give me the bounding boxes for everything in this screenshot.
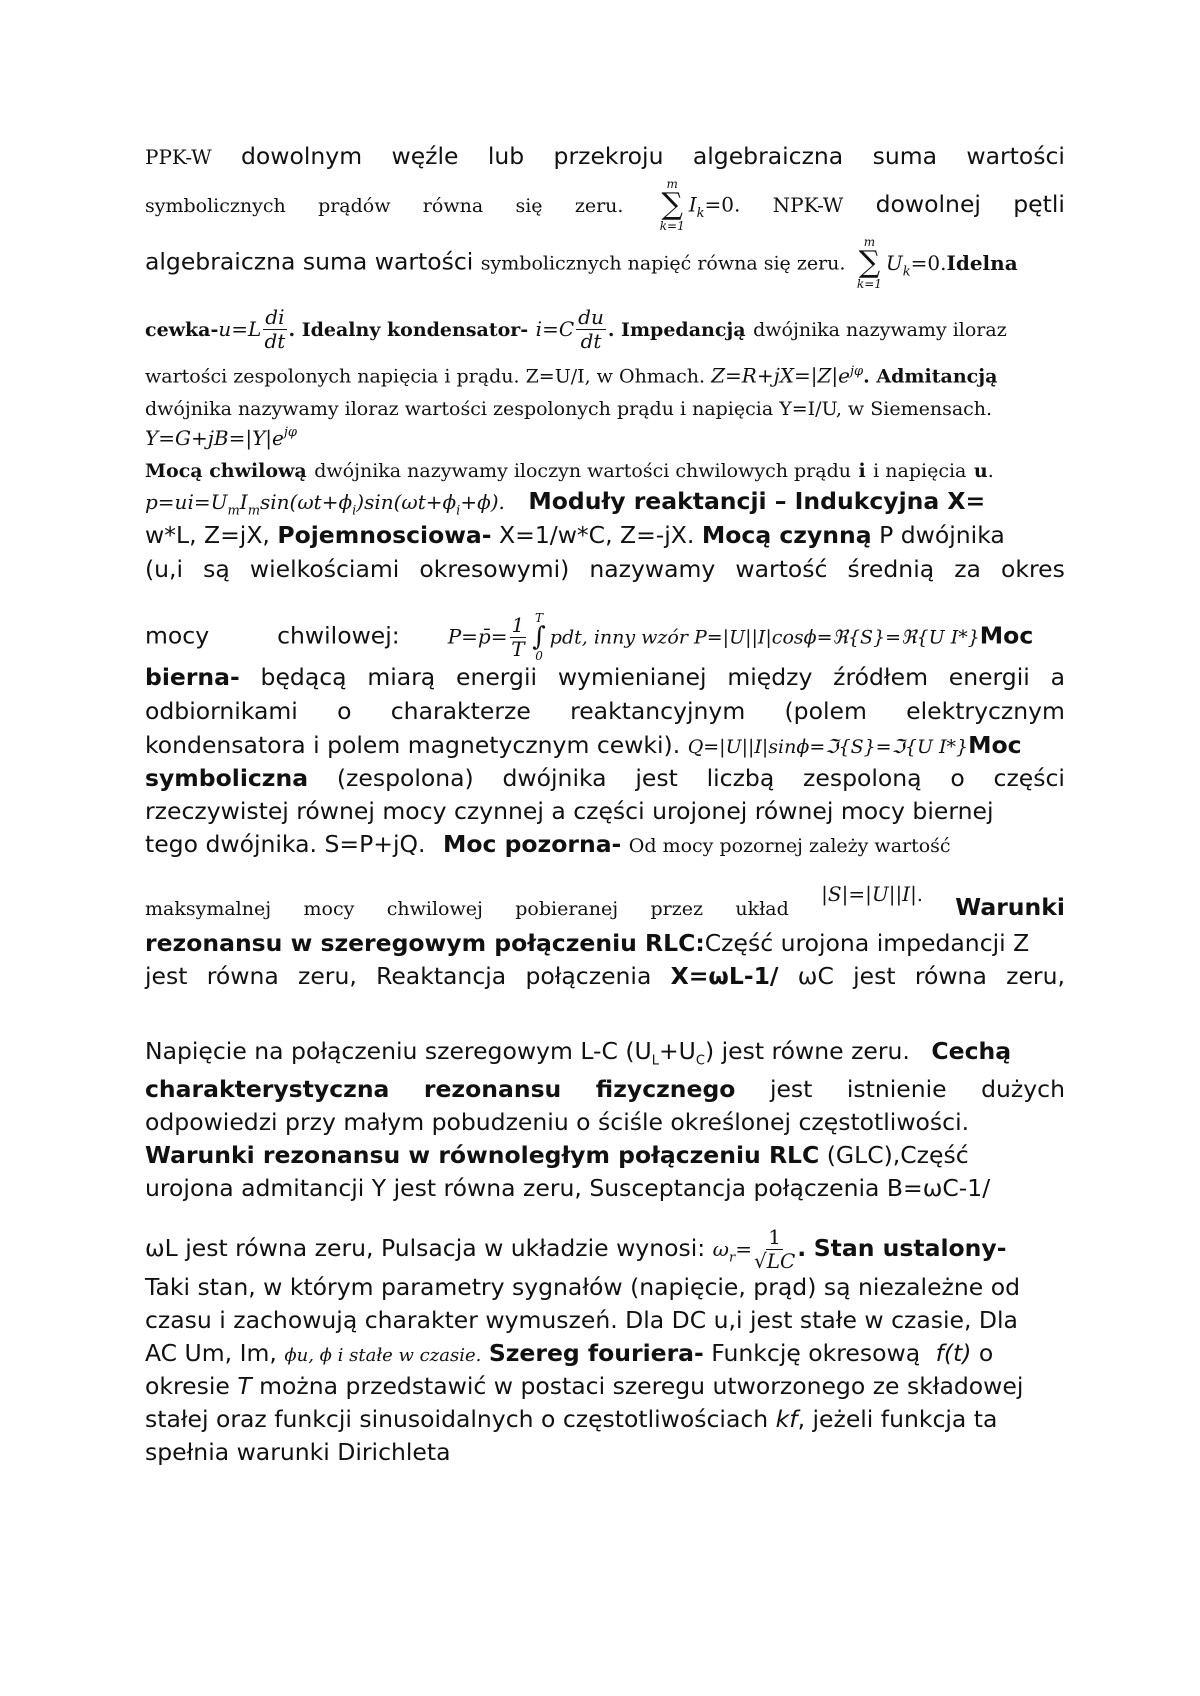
text-run: S=P+jQ. [324, 830, 426, 858]
sum-upper-limit: m [666, 177, 678, 191]
word: przekroju [553, 142, 664, 170]
text-line-13 [145, 663, 1065, 691]
text-run: Część urojona impedancji Z [704, 929, 1030, 957]
word: reaktancyjnym [570, 697, 746, 725]
word: suma [872, 142, 938, 170]
sum-upper-limit: m [863, 235, 876, 249]
fraction-denominator: √LC [753, 1249, 796, 1273]
text-line-33 [145, 1438, 1065, 1466]
word: jest [145, 962, 188, 990]
word: przez [650, 898, 704, 920]
word: się [515, 194, 543, 217]
word: pobieranej [515, 898, 619, 920]
word: (polem [784, 697, 867, 725]
word: miarą [367, 663, 436, 691]
text-line-17 [145, 797, 1065, 825]
formula-text: Y=G+jB=|Y|e [145, 426, 284, 450]
word: (zespolona) [336, 764, 474, 792]
text-line-12 [145, 612, 1065, 662]
word: liczbą [706, 764, 775, 792]
text-run: dwójnika. [205, 830, 317, 858]
text-run: AC Um, Im, [145, 1339, 277, 1367]
formula-text: )sin(ωt+ϕ [356, 490, 457, 514]
word: pętli [1013, 189, 1065, 218]
text-run: algebraiczna suma wartości [145, 247, 474, 276]
word: dużych [981, 1075, 1065, 1103]
text-subscript: C [695, 1053, 705, 1069]
text-run: rzeczywistej równej mocy czynnej a części urojonej równej mocy biernej [145, 797, 994, 825]
sigma-icon: ∑ [858, 245, 881, 280]
sum-lower-limit: k=1 [659, 219, 685, 233]
text-run: Funkcję okresową [711, 1339, 921, 1367]
text-line-9 [145, 487, 1065, 519]
formula [821, 882, 923, 906]
word: równa [206, 962, 279, 990]
formula-text: Q=|U||I|sinϕ=ℑ{S}=ℑ{U I*} [687, 736, 969, 758]
word: jest [853, 962, 896, 990]
word: zeru, [298, 962, 357, 990]
fraction-numerator: 1 [511, 612, 525, 637]
text-run: +U [658, 1037, 696, 1065]
word: o [337, 697, 352, 725]
formula-text: +ϕ). [460, 490, 505, 514]
text-run: Napięcie na połączeniu szeregowym L-C (U [145, 1037, 652, 1065]
word: okres [1001, 555, 1065, 583]
text-run: Szereg fouriera- [488, 1339, 704, 1367]
text-run: . [797, 1234, 807, 1262]
fraction-numerator: di [265, 305, 285, 329]
text-run: Stan ustalony- [813, 1234, 1007, 1262]
word: zeru. [574, 194, 624, 217]
word: między [727, 663, 813, 691]
text-line-24 [145, 1108, 1065, 1136]
fraction-denominator: T [511, 636, 525, 661]
text-run: stałej oraz funkcji sinusoidalnych o częstotliwościach [145, 1405, 769, 1433]
fraction [263, 306, 286, 353]
word: bierna- [145, 663, 240, 691]
text-run: dwójnika nazywamy iloraz wartości zespolonych prądu i napięcia Y=I/U, w Siemensach. [145, 398, 993, 420]
word: połączenia [525, 962, 652, 990]
text-run: ωL jest równa zeru, Pulsacja w układzie wynosi: [145, 1234, 706, 1262]
text-line-31 [145, 1372, 1065, 1400]
text-run: , jeżeli funkcja ta [797, 1405, 998, 1433]
formula-text: p=ui=U [145, 490, 228, 514]
formula-subscript: k [902, 264, 911, 280]
text-line-19 [145, 882, 1065, 921]
text-line-23 [145, 1075, 1065, 1103]
word: odbiornikami [145, 697, 298, 725]
formula-subscript: i [352, 503, 357, 519]
text-run: okresie [145, 1372, 230, 1400]
text-run: spełnia warunki Dirichleta [145, 1438, 451, 1466]
word: fizycznego [595, 1075, 736, 1103]
word: średnią [847, 555, 935, 583]
formula-text: pdt, inny wzór P=|U||I|cosϕ=ℜ{S}=ℜ{U I*} [549, 626, 980, 649]
text-line-10 [145, 521, 1065, 549]
text-run: o [978, 1339, 994, 1367]
text-run: w*L, Z=jX, [145, 521, 270, 549]
word: symbolicznych [145, 194, 286, 217]
word: maksymalnej [145, 898, 272, 920]
text-run: Moduły reaktancji – Indukcyjna X= [528, 487, 986, 515]
text-line-16 [145, 764, 1065, 792]
formula-subscript: m [227, 503, 240, 519]
text-subscript: L [651, 1053, 659, 1069]
formula-subscript: k [696, 206, 705, 222]
text-line-22 [145, 1037, 1065, 1069]
text-line-6 [145, 396, 1065, 420]
text-run: (GLC),Część [826, 1141, 969, 1169]
text-line-7 [145, 426, 1065, 450]
formula-text: ω [712, 1237, 729, 1261]
word: charakterze [390, 697, 531, 725]
formula-text: . [916, 884, 923, 906]
word: PPK-W [145, 145, 212, 169]
integral-lower-limit: 0 [535, 649, 543, 663]
text-run: czasu i zachowują charakter wymuszeń. Dla DC u,i jest stałe w czasie, Dla [145, 1306, 1018, 1334]
word: zespoloną [803, 764, 922, 792]
text-run: X=1/w*C, Z=-jX. [499, 521, 695, 549]
word: o [950, 764, 965, 792]
formula-text: i=C [535, 317, 575, 341]
word: za [954, 555, 981, 583]
text-run: dwójnika nazywamy iloczyn wartości chwilowych prądu [314, 460, 851, 482]
text-line-21 [145, 962, 1065, 990]
formula-text: =0. [910, 250, 947, 275]
word: wartość [735, 555, 828, 583]
text-run: Moc [979, 621, 1034, 650]
formula-text: sin(ωt+ϕ [260, 490, 353, 514]
text-line-8 [145, 458, 1065, 482]
word: równa [914, 962, 987, 990]
word: dwójnika [502, 764, 607, 792]
formula-text: P=p̄= [447, 624, 508, 649]
formula-subscript: r [728, 1250, 736, 1266]
text-line-1 [145, 142, 1065, 170]
formula-text: I [688, 192, 697, 217]
formula-text: |S|=|U||I| [821, 882, 917, 906]
text-run: symbolicznych napięć równa się zeru. [480, 252, 846, 275]
text-run: wartości zespolonych napięcia i prądu. Z=U/I, w Ohmach. [145, 365, 706, 388]
text-line-25 [145, 1141, 1065, 1169]
text-run: i napięcia [873, 460, 967, 482]
word: mocy [145, 621, 210, 650]
word: Warunki [955, 893, 1065, 921]
formula-text: U [885, 250, 903, 275]
word: chwilowej [386, 898, 483, 920]
word: mocy [303, 898, 355, 920]
text-run: można przedstawić w postaci szeregu utworzonego ze składowej [259, 1372, 1024, 1400]
formula-superscript: jφ [850, 364, 864, 379]
formula-text: u=L [218, 317, 262, 341]
word: energii [948, 663, 1030, 691]
word: są [203, 555, 230, 583]
text-run: T [237, 1372, 252, 1400]
text-line-2 [145, 178, 1065, 232]
word: chwilowej: [277, 621, 400, 650]
formula-text: =0. [704, 192, 741, 217]
word: wymienianej [557, 663, 707, 691]
word: X=ωL-1/ [670, 962, 779, 990]
text-run: f(t) [935, 1339, 972, 1367]
text-run: . Admitancją [863, 365, 998, 388]
word: ωC [797, 962, 834, 990]
text-line-15 [145, 731, 1065, 759]
word: będącą [260, 663, 347, 691]
formula-text: I [239, 490, 248, 514]
text-run: . [987, 460, 994, 482]
text-line-11 [145, 555, 1065, 583]
word: okresowymi) [419, 555, 570, 583]
fraction [754, 1226, 795, 1273]
word: dowolnym [240, 142, 363, 170]
formula-text: ϕu, ϕ i stałe w czasie. [284, 1345, 482, 1366]
text-line-26 [145, 1174, 1065, 1202]
text-run: Cechą [931, 1037, 1012, 1065]
integral-upper-limit: T [535, 611, 544, 625]
text-line-28 [145, 1273, 1065, 1301]
sum-formula [853, 235, 1018, 291]
text-run: kf [775, 1405, 798, 1433]
text-run: dwójnika nazywamy iloraz [753, 319, 1007, 341]
text-line-29 [145, 1306, 1065, 1334]
integral-symbol [532, 612, 546, 662]
sigma-icon: ∑ [661, 187, 683, 222]
text-run: cewka- [145, 319, 219, 341]
word: wartości [966, 142, 1065, 170]
text-run: . Impedancją [607, 319, 746, 341]
word: NPK-W [772, 192, 844, 217]
fraction [576, 306, 606, 353]
text-run: Moc [968, 731, 1022, 759]
text-run: Pojemnosciowa- [277, 521, 492, 549]
word: dowolnej [875, 189, 981, 218]
sum-symbol [857, 236, 882, 290]
formula-text: Z=R+jX=|Z|e [711, 363, 851, 388]
text-run: u [973, 460, 988, 482]
sum-lower-limit: k=1 [856, 277, 882, 291]
word: wielkościami [249, 555, 400, 583]
formula-text: = [735, 1237, 752, 1261]
word: prądów [318, 194, 391, 217]
text-run: Idelna [946, 250, 1018, 275]
text-line-32 [145, 1405, 1065, 1433]
word: algebraiczna [692, 142, 844, 170]
word: źródłem [833, 663, 928, 691]
word: lub [487, 142, 525, 170]
text-line-20 [145, 929, 1065, 957]
text-run: Od mocy pozornej zależy wartość [628, 835, 951, 857]
text-run: i [858, 460, 866, 482]
word: nazywamy [589, 555, 716, 583]
word: istnienie [846, 1075, 947, 1103]
word: układ [735, 898, 789, 920]
word: elektrycznym [906, 697, 1065, 725]
word: jest [635, 764, 678, 792]
formula-superscript: jφ [283, 425, 298, 441]
word: energii [456, 663, 538, 691]
text-run: P dwójnika [879, 521, 1005, 549]
word: (u,i [145, 555, 184, 583]
word: jest [769, 1075, 813, 1103]
text-run: rezonansu w szeregowym połączeniu RLC: [145, 929, 705, 957]
word: rezonansu [423, 1075, 562, 1103]
text-run: odpowiedzi przy małym pobudzeniu o ściśle określonej częstotliwości. [145, 1108, 970, 1136]
fraction [510, 614, 527, 661]
formula-subscript: i [456, 503, 461, 519]
fraction-denominator: dt [264, 329, 286, 353]
sum-symbol [660, 178, 685, 232]
text-line-14 [145, 697, 1065, 725]
text-run: Mocą czynną [701, 521, 872, 549]
text-run: Mocą chwilową [145, 460, 307, 482]
text-run: ) jest równe zeru. [704, 1037, 910, 1065]
text-run: tego [145, 830, 198, 858]
text-line-30 [145, 1339, 1065, 1367]
text-line-27 [145, 1226, 1065, 1273]
text-run: Warunki rezonansu w równoległym połączeniu RLC [145, 1141, 820, 1169]
text-line-5 [145, 365, 1065, 386]
text-run: Moc pozorna- [442, 830, 622, 858]
text-line-4 [145, 306, 1065, 353]
text-run: kondensatora i polem magnetycznym cewki). [145, 731, 681, 759]
text-line-18 [145, 830, 1065, 858]
text-line-3 [145, 236, 1065, 290]
text-run: . Idealny kondensator- [288, 319, 529, 341]
text-run: Taki stan, w którym parametry sygnałów (napięcie, prąd) są niezależne od [145, 1273, 1020, 1301]
word: charakterystyczna [145, 1075, 390, 1103]
sum-formula [656, 178, 741, 232]
integral-icon: ∫ [532, 622, 546, 652]
fraction-numerator: du [578, 305, 604, 329]
word: zeru, [1006, 962, 1065, 990]
word: węźle [391, 142, 459, 170]
text-run: urojona admitancji Y jest równa zeru, Susceptancja połączenia B=ωC-1/ [145, 1174, 991, 1202]
word: symboliczna [145, 764, 309, 792]
word: części [993, 764, 1065, 792]
word: a [1050, 663, 1065, 691]
fraction-numerator: 1 [768, 1225, 781, 1249]
fraction-denominator: dt [580, 329, 602, 353]
formula-subscript: m [247, 503, 261, 519]
word: równa [422, 194, 484, 217]
word: Reaktancja [376, 962, 507, 990]
